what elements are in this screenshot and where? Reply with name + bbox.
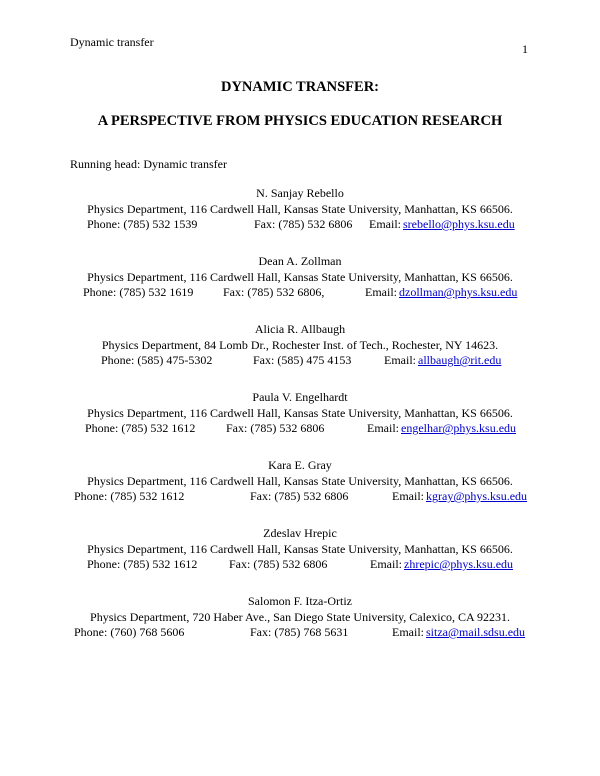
- author-email-label: Email:: [392, 625, 424, 639]
- author-address: Physics Department, 116 Cardwell Hall, Kansas State University, Manhattan, KS 66506.: [87, 202, 513, 216]
- author-fax: Fax: (785) 532 6806: [226, 421, 325, 435]
- author-address: Physics Department, 116 Cardwell Hall, Kansas State University, Manhattan, KS 66506.: [87, 474, 513, 488]
- author-email-link[interactable]: engelhar@phys.ksu.edu: [401, 421, 517, 435]
- author-email-link[interactable]: srebello@phys.ksu.edu: [403, 217, 515, 231]
- author-address: Physics Department, 116 Cardwell Hall, Kansas State University, Manhattan, KS 66506.: [87, 542, 513, 556]
- author-phone: Phone: (785) 532 1612: [87, 557, 198, 571]
- author-email-link[interactable]: kgray@phys.ksu.edu: [426, 489, 528, 503]
- author-email-link[interactable]: sitza@mail.sdsu.edu: [426, 625, 526, 639]
- author-phone: Phone: (785) 532 1612: [74, 489, 185, 503]
- author-email-label: Email:: [370, 557, 402, 571]
- author-email-label: Email:: [365, 285, 397, 299]
- author-phone: Phone: (585) 475-5302: [101, 353, 213, 367]
- author-email-label: Email:: [367, 421, 399, 435]
- author-address: Physics Department, 84 Lomb Dr., Rochester Inst. of Tech., Rochester, NY 14623.: [101, 338, 499, 352]
- author-phone: Phone: (785) 532 1612: [85, 421, 196, 435]
- author-email-link[interactable]: zhrepic@phys.ksu.edu: [404, 557, 514, 571]
- author-email-label: Email:: [369, 217, 401, 231]
- author-name: Kara E. Gray: [268, 458, 332, 472]
- title-line-1: DYNAMIC TRANSFER:: [220, 79, 380, 95]
- author-phone: Phone: (760) 768 5606: [74, 625, 185, 639]
- author-address: Physics Department, 720 Haber Ave., San Diego State University, Calexico, CA 92231.: [90, 610, 510, 624]
- author-fax: Fax: (785) 532 6806,: [223, 285, 325, 299]
- author-address: Physics Department, 116 Cardwell Hall, Kansas State University, Manhattan, KS 66506.: [87, 270, 513, 284]
- author-fax: Fax: (785) 532 6806: [250, 489, 349, 503]
- author-email-label: Email:: [392, 489, 424, 503]
- author-phone: Phone: (785) 532 1619: [83, 285, 194, 299]
- author-fax: Fax: (585) 475 4153: [253, 353, 352, 367]
- author-name: Zdeslav Hrepic: [263, 526, 337, 540]
- page-number: 1: [522, 42, 528, 56]
- author-fax: Fax: (785) 532 6806: [254, 217, 353, 231]
- author-fax: Fax: (785) 532 6806: [229, 557, 328, 571]
- author-email-label: Email:: [384, 353, 416, 367]
- running-head: Running head: Dynamic transfer: [70, 157, 227, 171]
- author-fax: Fax: (785) 768 5631: [250, 625, 349, 639]
- author-name: N. Sanjay Rebello: [256, 186, 344, 200]
- author-email-link[interactable]: allbaugh@rit.edu: [418, 353, 502, 367]
- author-phone: Phone: (785) 532 1539: [87, 217, 198, 231]
- title-line-2: A PERSPECTIVE FROM PHYSICS EDUCATION RESEARCH: [97, 113, 503, 129]
- author-address: Physics Department, 116 Cardwell Hall, Kansas State University, Manhattan, KS 66506.: [87, 406, 513, 420]
- running-header: Dynamic transfer: [70, 35, 154, 49]
- author-name: Salomon F. Itza-Ortiz: [247, 594, 352, 608]
- author-name: Dean A. Zollman: [258, 254, 342, 268]
- author-email-link[interactable]: dzollman@phys.ksu.edu: [399, 285, 518, 299]
- author-name: Alicia R. Allbaugh: [254, 322, 346, 336]
- author-name: Paula V. Engelhardt: [252, 390, 348, 404]
